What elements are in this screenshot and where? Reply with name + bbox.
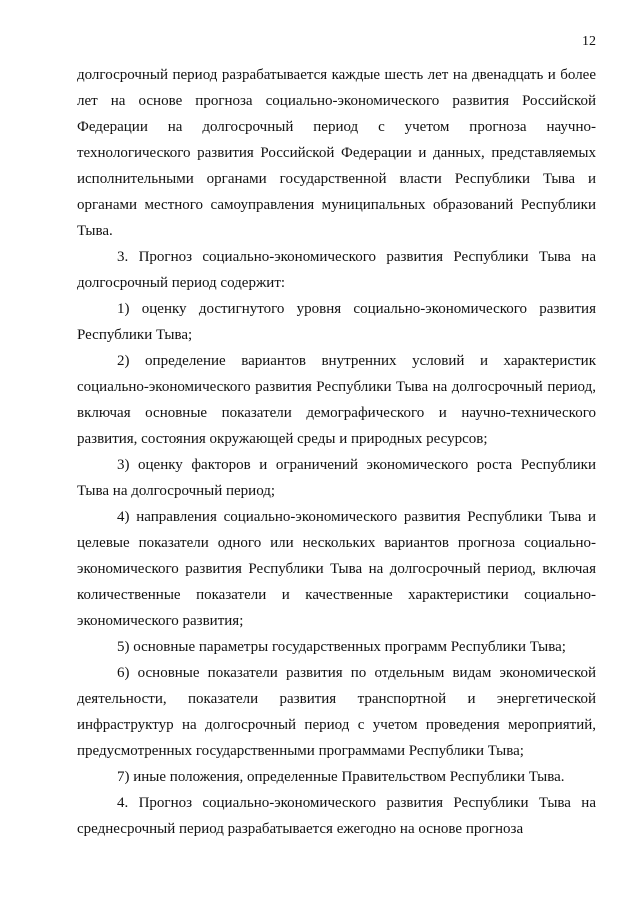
- paragraph-subitem-1: 1) оценку достигнутого уровня социально-экономического развития Республики Тыва;: [77, 301, 596, 343]
- paragraph-subitem-6: 6) основные показатели развития по отдельным видам экономической деятельности, показатели развития транспортной и энергетической инфраструктур на долгосрочный период с учетом проведения мероприятий, предусмотренных государственными программами Республики Тыва;: [77, 665, 596, 759]
- paragraph-subitem-2: 2) определение вариантов внутренних условий и характеристик социально-экономического развития Республики Тыва на долгосрочный период, включая основные показатели демографического и научно-технического развития, состояния окружающей среды и природных ресурсов;: [77, 353, 596, 447]
- paragraph-continuation: долгосрочный период разрабатывается каждые шесть лет на двенадцать и более лет на основе прогноза социально-экономического развития Российской Федерации на долгосрочный период с учетом прогноза научно-технологического развития Российской Федерации и данных, представляемых исполнительными органами государственной власти Республики Тыва и органами местного самоуправления муниципальных образований Республики Тыва.: [77, 67, 596, 239]
- paragraph-item-4: 4. Прогноз социально-экономического развития Республики Тыва на среднесрочный период разрабатывается ежегодно на основе прогноза: [77, 795, 596, 837]
- paragraph-subitem-4: 4) направления социально-экономического развития Республики Тыва и целевые показатели одного или нескольких вариантов прогноза социально-экономического развития Республики Тыва на долгосрочный период, включая количественные показатели и качественные характеристики социально-экономического развития;: [77, 509, 596, 629]
- document-body: [77, 62, 596, 842]
- paragraph-subitem-3: 3) оценку факторов и ограничений экономического роста Республики Тыва на долгосрочный период;: [77, 457, 596, 499]
- page-number: 12: [582, 34, 596, 49]
- paragraph-item-3: 3. Прогноз социально-экономического развития Республики Тыва на долгосрочный период содержит:: [77, 249, 596, 291]
- paragraph-subitem-5: 5) основные параметры государственных программ Республики Тыва;: [117, 639, 566, 655]
- paragraph-subitem-7: 7) иные положения, определенные Правительством Республики Тыва.: [117, 769, 565, 785]
